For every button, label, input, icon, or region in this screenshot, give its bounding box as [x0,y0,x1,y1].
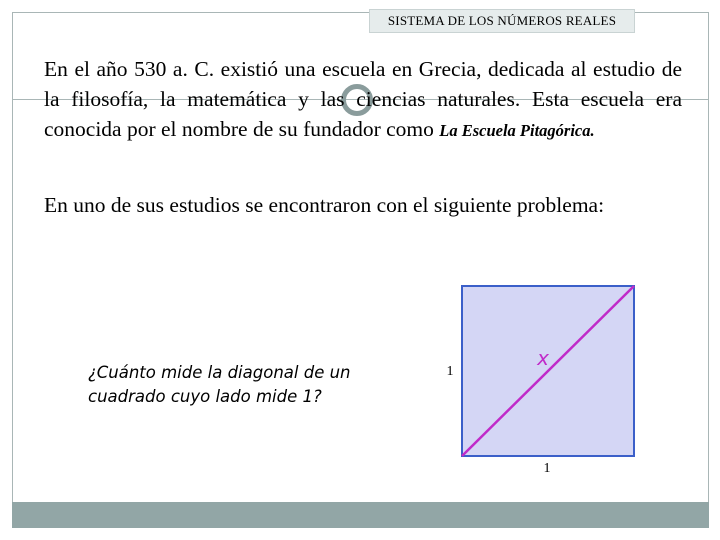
side-label-left: 1 [446,364,454,379]
problem-intro: En uno de sus estudios se encontraron con el siguiente problema: [44,193,605,217]
intro-text: En el año 530 a. C. existió una escuela en Grecia, dedicada al estudio de la filosofía, la matemática y las ciencias naturales. Esta escuela era conocida por el nombre de su fundador como [44,57,682,141]
section-header [369,9,635,33]
diagonal-question: ¿Cuánto mide la diagonal de un cuadrado cuyo lado mide 1? [88,363,351,406]
square-diagonal-figure [440,280,640,480]
school-name: La Escuela Pitagórica. [439,121,595,140]
diagonal-label: x [537,346,549,370]
side-label-bottom: 1 [543,461,551,476]
intro-paragraph [44,54,682,146]
section-header-label: SISTEMA DE LOS NÚMEROS REALES [387,13,617,28]
footer-bar [12,502,709,528]
